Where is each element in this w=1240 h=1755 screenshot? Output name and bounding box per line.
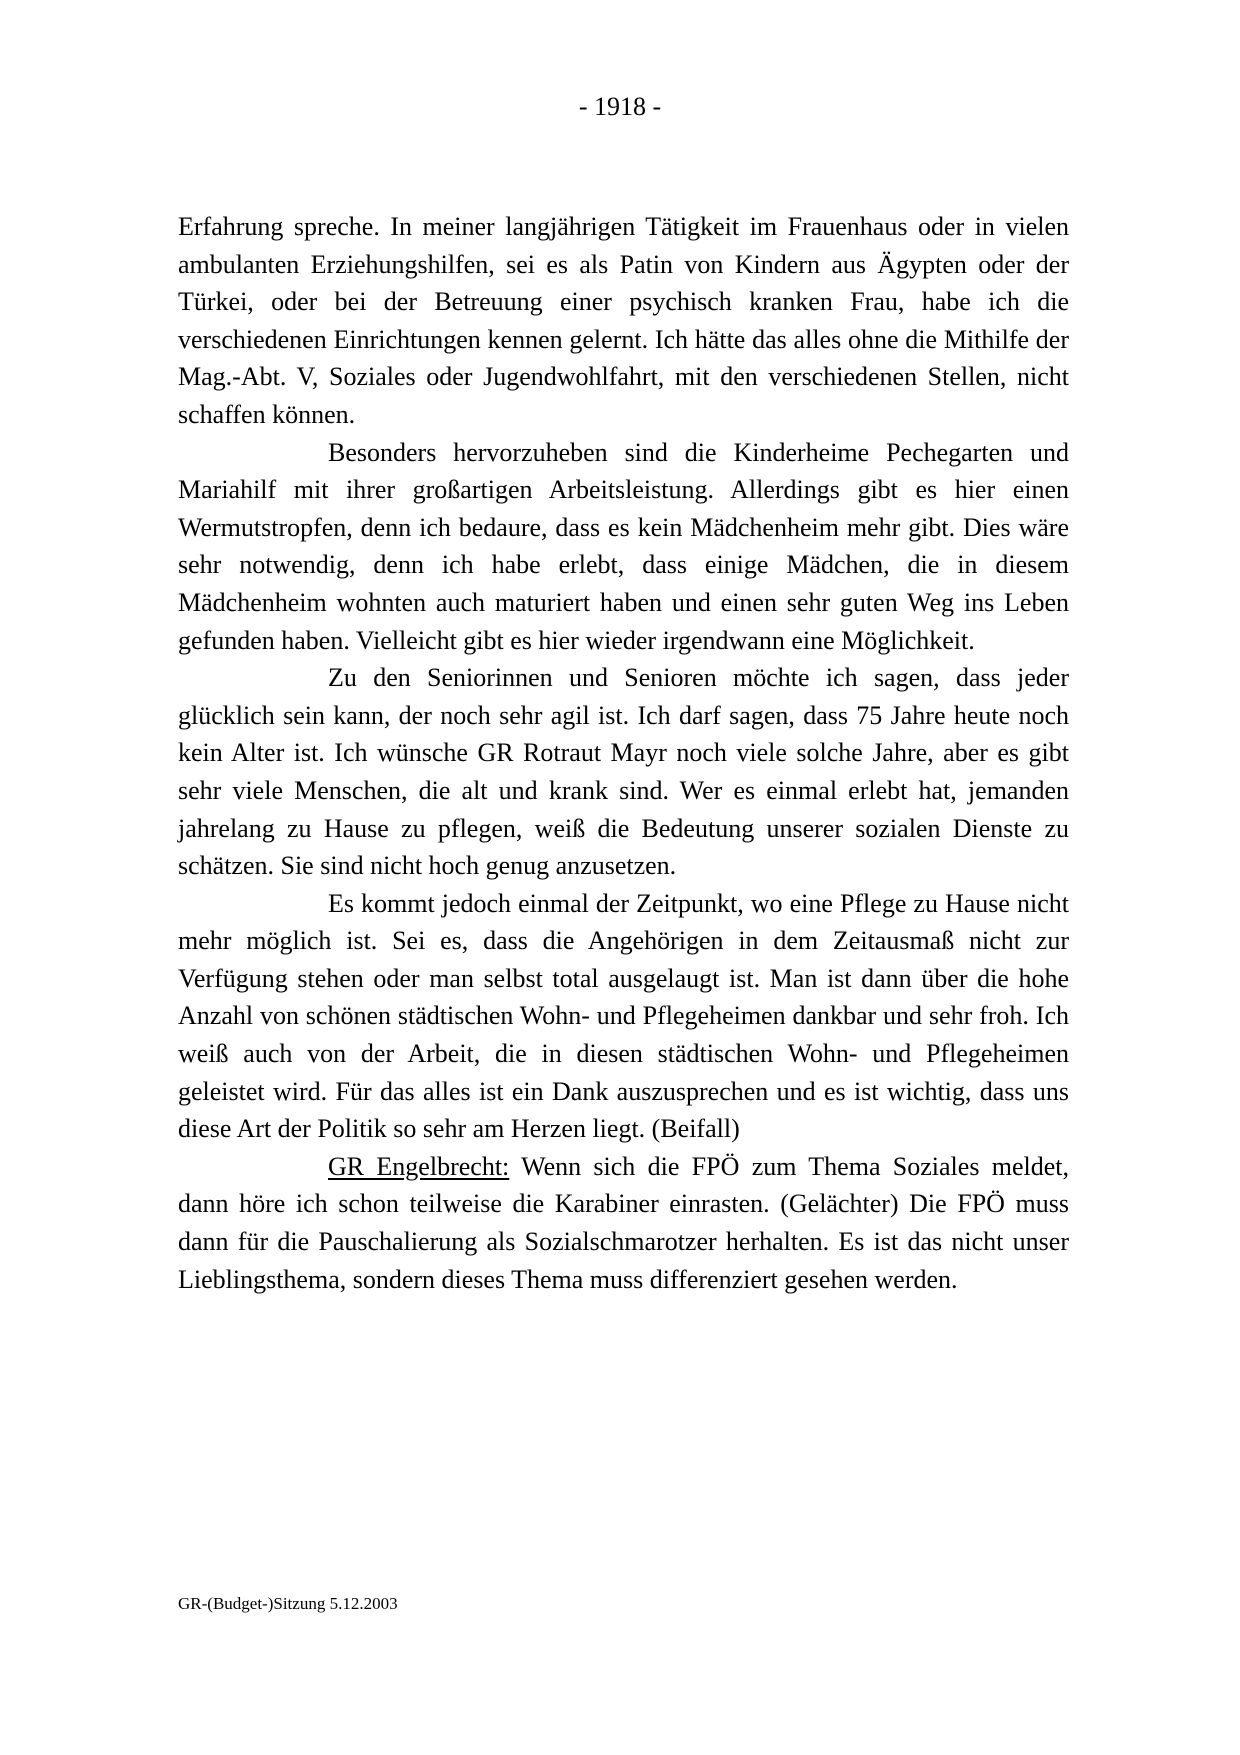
paragraph-5 bbox=[178, 1148, 1069, 1298]
speaker-name: GR Engelbrecht: bbox=[328, 1151, 510, 1181]
paragraph-5-text: Wenn sich die FPÖ zum Thema Soziales meldet, dann höre ich schon teilweise die Karabiner einrasten. (Gelächter) Die FPÖ muss dann für die Pauschalierung als Sozialschmarotzer herhalten. Es ist das nicht unser Lieblingsthema, sondern dieses Thema muss differenziert gesehen werden. bbox=[178, 1151, 1069, 1294]
paragraph-2: Besonders hervorzuheben sind die Kinderheime Pechegarten und Mariahilf mit ihrer großartigen Arbeitsleistung. Allerdings gibt es hier einen Wermutstropfen, denn ich bedaure, dass es kein Mädchenheim mehr gibt. Dies wäre sehr notwendig, denn ich habe erlebt, dass einige Mädchen, die in diesem Mädchenheim wohnten auch maturiert haben und einen sehr guten Weg ins Leben gefunden haben. Vielleicht gibt es hier wieder irgendwann eine Möglichkeit. bbox=[178, 437, 1069, 655]
page-number: - 1918 - bbox=[578, 92, 662, 121]
paragraph-4: Es kommt jedoch einmal der Zeitpunkt, wo eine Pflege zu Hause nicht mehr möglich ist. Sei es, dass die Angehörigen in dem Zeitausmaß nicht zur Verfügung stehen oder man selbst total ausgelaugt ist. Man ist dann über die hohe Anzahl von schönen städtischen Wohn- und Pflegeheimen dankbar und sehr froh. Ich weiß auch von der Arbeit, die in diesen städtischen Wohn- und Pflegeheimen geleistet wird. Für das alles ist ein Dank auszusprechen und es ist wichtig, dass uns diese Art der Politik so sehr am Herzen liegt. (Beifall) bbox=[178, 888, 1069, 1144]
footer-session-info: GR-(Budget-)Sitzung 5.12.2003 bbox=[178, 1594, 398, 1613]
document-body bbox=[178, 208, 1069, 1298]
paragraph-3: Zu den Seniorinnen und Senioren möchte ich sagen, dass jeder glücklich sein kann, der noch sehr agil ist. Ich darf sagen, dass 75 Jahre heute noch kein Alter ist. Ich wünsche GR Rotraut Mayr noch viele solche Jahre, aber es gibt sehr viele Menschen, die alt und krank sind. Wer es einmal erlebt hat, jemanden jahrelang zu Hause zu pflegen, weiß die Bedeutung unserer sozialen Dienste zu schätzen. Sie sind nicht hoch genug anzusetzen. bbox=[178, 663, 1069, 881]
paragraph-1: Erfahrung spreche. In meiner langjährigen Tätigkeit im Frauenhaus oder in vielen ambulanten Erziehungshilfen, sei es als Patin von Kindern aus Ägypten oder der Türkei, oder bei der Betreuung einer psychisch kranken Frau, habe ich die verschiedenen Einrichtungen kennen gelernt. Ich hätte das alles ohne die Mithilfe der Mag.-Abt. V, Soziales oder Jugendwohlfahrt, mit den verschiedenen Stellen, nicht schaffen können. bbox=[178, 212, 1069, 429]
